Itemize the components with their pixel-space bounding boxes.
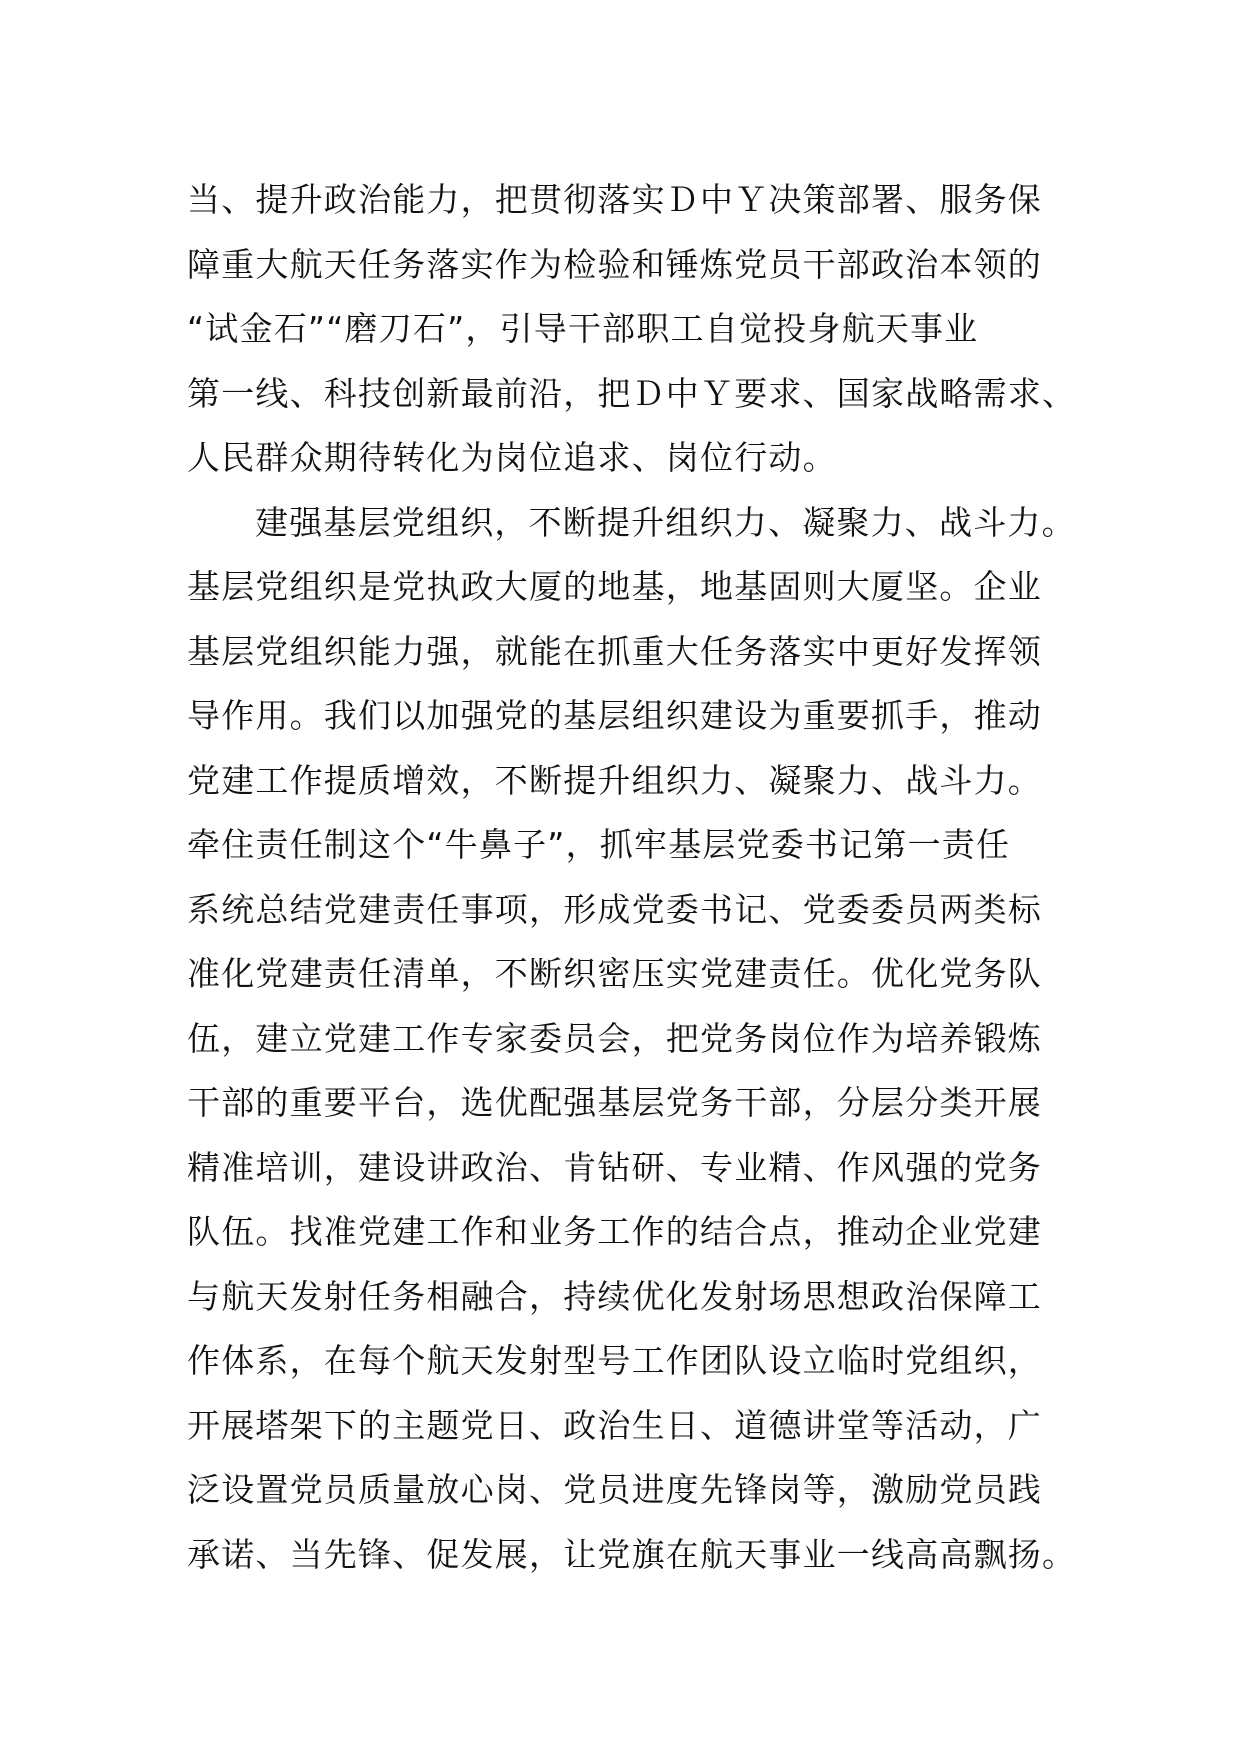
text-line: 精准培训，建设讲政治、肯钻研、专业精、作风强的党务 bbox=[187, 1147, 1042, 1187]
text-line: “试金石”“磨刀石”，引导干部职工自觉投身航天事业 bbox=[187, 309, 979, 348]
text-line: 系统总结党建责任事项，形成党委书记、党委委员两类标 bbox=[187, 889, 1042, 929]
text-line: 障重大航天任务落实作为检验和锤炼党员干部政治本领的 bbox=[187, 244, 1042, 284]
text-line: 干部的重要平台，选优配强基层党务干部，分层分类开展 bbox=[187, 1083, 1042, 1122]
text-line: 第一线、科技创新最前沿，把Ｄ中Ｙ要求、国家战略需求、 bbox=[187, 373, 1077, 413]
text-line: 准化党建责任清单，不断织密压实党建责任。优化党务队 bbox=[187, 954, 1042, 993]
text-line: 队伍。找准党建工作和业务工作的结合点，推动企业党建 bbox=[187, 1212, 1042, 1251]
paragraph-heading-line: 建强基层党组织，不断提升组织力、凝聚力、战斗力。 bbox=[255, 502, 1076, 542]
text-line: 基层党组织能力强，就能在抓重大任务落实中更好发挥领 bbox=[187, 631, 1042, 671]
text-line: 人民群众期待转化为岗位追求、岗位行动。 bbox=[187, 438, 837, 477]
text-line: 党建工作提质增效，不断提升组织力、凝聚力、战斗力。 bbox=[187, 760, 1042, 800]
text-line: 牵住责任制这个“牛鼻子”，抓牢基层党委书记第一责任 bbox=[187, 825, 1011, 864]
text-line: 基层党组织是党执政大厦的地基，地基固则大厦坚。企业 bbox=[187, 567, 1042, 606]
text-line: 泛设置党员质量放心岗、党员进度先锋岗等，激励党员践 bbox=[187, 1470, 1042, 1509]
text-line: 与航天发射任务相融合，持续优化发射场思想政治保障工 bbox=[187, 1276, 1042, 1316]
text-line: 导作用。我们以加强党的基层组织建设为重要抓手，推动 bbox=[187, 696, 1042, 735]
body-text bbox=[187, 168, 1087, 1587]
text-line: 伍，建立党建工作专家委员会，把党务岗位作为培养锻炼 bbox=[187, 1018, 1042, 1058]
text-line: 当、提升政治能力，把贯彻落实Ｄ中Ｙ决策部署、服务保 bbox=[187, 180, 1042, 219]
text-line: 承诺、当先锋、促发展，让党旗在航天事业一线高高飘扬。 bbox=[187, 1534, 1077, 1574]
text-line: 开展塔架下的主题党日、政治生日、道德讲堂等活动，广 bbox=[187, 1405, 1042, 1445]
text-line: 作体系，在每个航天发射型号工作团队设立临时党组织， bbox=[187, 1341, 1042, 1380]
